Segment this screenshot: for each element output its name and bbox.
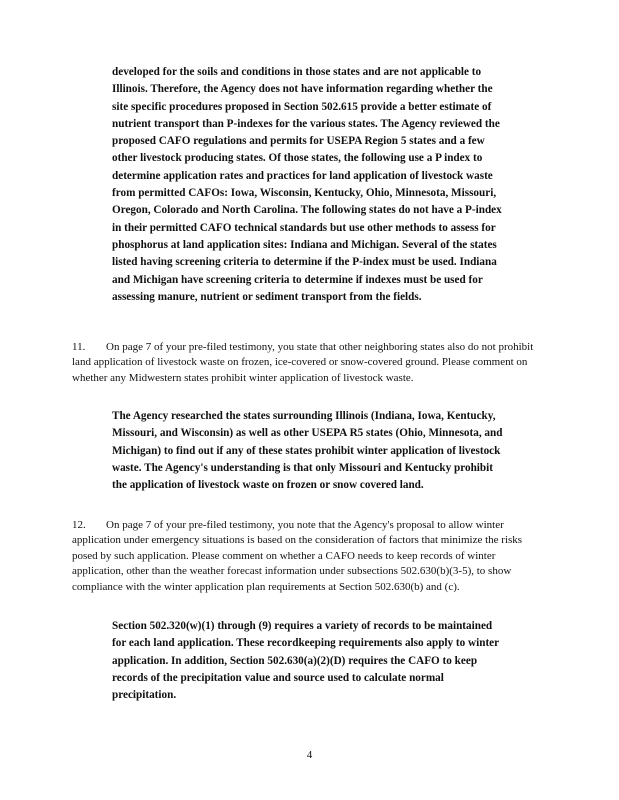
question-11 bbox=[72, 340, 542, 386]
answer-11: The Agency researched the states surrounding Illinois (Indiana, Iowa, Kentucky, Missouri, and Wisconsin) as well as other USEPA R5 states (Ohio, Minnesota, and Michigan) to find out if any of these states prohibit winter application of livestock waste. The Agency's understanding is that only Missouri and Kentucky prohibit the application of livestock waste on frozen or snow covered land. bbox=[112, 410, 503, 492]
question-12-text: On page 7 of your pre-filed testimony, you note that the Agency's proposal to allow winter application under emergency situations is based on the consideration of factors that minimize the risks posed by such application. Please comment on whether a CAFO needs to keep records of winter application, other than the weather forecast information under subsections 502.630(b)(3-5), to show compliance with the winter application plan requirements at Section 502.630(b) and (c). bbox=[72, 519, 523, 593]
question-11-number: 11. bbox=[72, 341, 86, 353]
answer-10-continued: developed for the soils and conditions in those states and are not applicable to Illinois. Therefore, the Agency does not have information regarding whether the site specific procedures proposed in Section 502.615 provide a better estimate of nutrient transport than P-indexes for the various states. The Agency reviewed the proposed CAFO regulations and permits for USEPA Region 5 states and a few other livestock producing states. Of those states, the following use a P index to determine application rates and practices for land application of livestock waste from permitted CAFOs: Iowa, Wisconsin, Kentucky, Ohio, Minnesota, Missouri, Oregon, Colorado and North Carolina. The following states do not have a P-index in their permitted CAFO technical standards but use other methods to assess for phosphorus at land application sites: Indiana and Michigan. Several of the states listed having screening criteria to determine if the P-index must be used. Indiana and Michigan have screening criteria to determine if indexes must be used for assessing manure, nutrient or sediment transport from the fields. bbox=[112, 66, 502, 303]
question-12 bbox=[72, 518, 542, 595]
question-12-number: 12. bbox=[72, 519, 86, 531]
answer-12: Section 502.320(w)(1) through (9) requires a variety of records to be maintained for each land application. These recordkeeping requirements also apply to winter application. In addition, Section 502.630(a)(2)(D) requires the CAFO to keep records of the precipitation value and source used to calculate normal precipitation. bbox=[112, 620, 499, 702]
question-11-text: On page 7 of your pre-filed testimony, you state that other neighboring states also do not prohibit land application of livestock waste on frozen, ice-covered or snow-covered ground. Please comment on whether any Midwestern states prohibit winter application of livestock waste. bbox=[72, 341, 534, 384]
page-number: 4 bbox=[306, 749, 313, 761]
